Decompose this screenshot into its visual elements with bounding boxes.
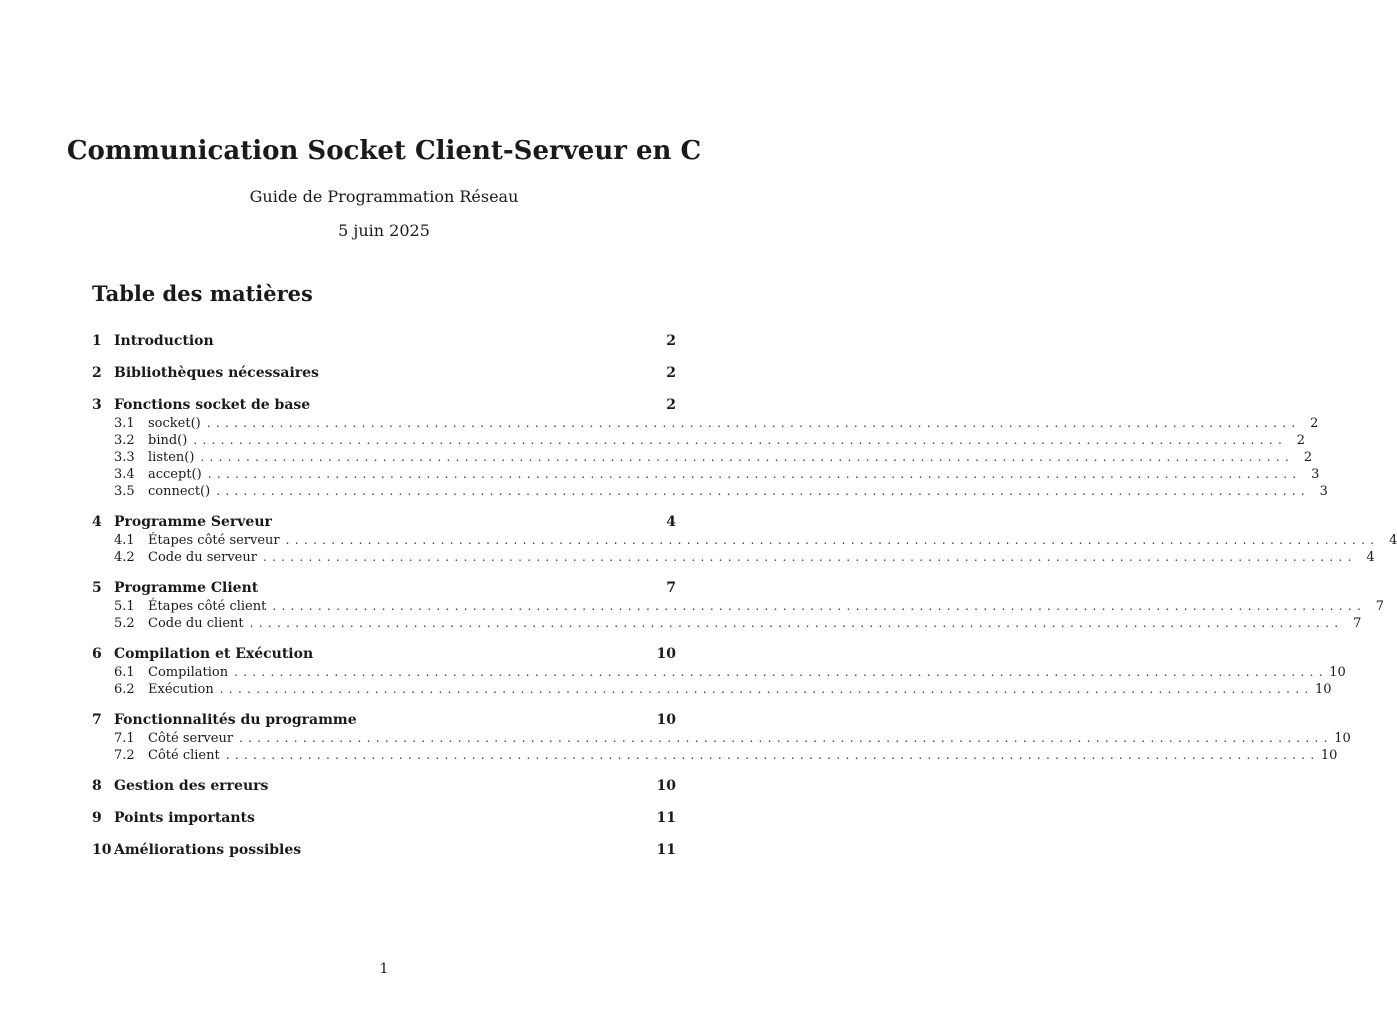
toc-subsection-number: 4.1	[114, 533, 135, 548]
toc-subsection-number: 5.1	[114, 599, 135, 614]
toc-subsection-title: connect()	[148, 484, 211, 499]
toc-section-number: 3	[92, 397, 102, 413]
toc-section	[92, 513, 1397, 566]
toc-section-entry[interactable]	[92, 364, 676, 383]
toc-subsection-entry[interactable]	[92, 449, 1313, 466]
toc-dot-leader: ........................................................................................................................	[219, 682, 1314, 696]
toc-subsection-entry[interactable]	[92, 664, 1346, 681]
toc-subsection-title: Exécution	[148, 682, 214, 697]
toc-subsection-page: 7	[1353, 616, 1362, 631]
toc-section	[92, 711, 1351, 764]
toc-subsection-entry[interactable]	[92, 532, 1397, 549]
toc-section-entry[interactable]	[92, 332, 676, 351]
toc-subsection-number: 5.2	[114, 616, 135, 631]
toc-heading: Table des matières	[92, 281, 313, 306]
toc-subsection-entry[interactable]	[92, 598, 1385, 615]
toc-section-page: 10	[656, 712, 676, 728]
toc-section-page: 4	[666, 514, 676, 530]
toc-dot-leader: ........................................................................................................................	[207, 467, 1302, 481]
toc-section	[92, 396, 1328, 500]
toc-section	[92, 645, 1346, 698]
toc-section-page: 11	[656, 810, 676, 826]
document-subtitle: Guide de Programmation Réseau	[249, 187, 519, 206]
toc-dot-leader: ........................................................................................................................	[239, 731, 1333, 745]
toc-section-title: Fonctions socket de base	[114, 397, 311, 413]
toc-subsection-title: Code du serveur	[148, 550, 257, 565]
toc-section-number: 4	[92, 514, 102, 530]
toc-subsection-page: 3	[1319, 484, 1328, 499]
toc-subsection-page: 10	[1334, 731, 1351, 746]
toc-section-title: Points importants	[114, 810, 255, 826]
toc-section-page: 10	[656, 646, 676, 662]
toc-section-page: 10	[656, 778, 676, 794]
toc-section-title: Introduction	[114, 333, 214, 349]
toc-section	[92, 809, 676, 828]
toc-subsection-entry[interactable]	[92, 549, 1375, 566]
toc-section-number: 9	[92, 810, 102, 826]
toc-subsection-entry[interactable]	[92, 415, 1319, 432]
toc-section-title: Améliorations possibles	[114, 842, 302, 858]
toc-subsection-number: 7.2	[114, 748, 135, 763]
toc-section-entry[interactable]	[92, 396, 676, 415]
toc-subsection-page: 7	[1375, 599, 1385, 614]
toc-subsection-number: 3.3	[114, 450, 135, 465]
toc-section-title: Fonctionnalités du programme	[114, 712, 357, 728]
toc-section-entry[interactable]	[92, 809, 676, 828]
toc-subsection-title: Code du client	[148, 616, 244, 631]
toc-section	[92, 777, 676, 796]
toc-section-title: Gestion des erreurs	[114, 778, 269, 794]
toc-section-page: 2	[666, 333, 676, 349]
toc-section-title: Compilation et Exécution	[114, 646, 314, 662]
toc-section-entry[interactable]	[92, 777, 676, 796]
toc-subsection-entry[interactable]	[92, 483, 1328, 500]
toc-section	[92, 841, 676, 860]
toc-dot-leader: ........................................................................................................................	[285, 533, 1380, 547]
toc-dot-leader: ........................................................................................................................	[206, 416, 1301, 430]
toc-subsection-page: 4	[1366, 550, 1375, 565]
toc-subsection-number: 3.5	[114, 484, 135, 499]
toc-subsection-page: 4	[1389, 533, 1397, 548]
toc-subsection-title: listen()	[148, 450, 195, 465]
toc-dot-leader: ........................................................................................................................	[262, 550, 1357, 564]
toc-section-title: Programme Serveur	[114, 514, 272, 530]
toc-subsection-number: 6.1	[114, 665, 135, 680]
document-title: Communication Socket Client-Serveur en C	[66, 136, 702, 166]
toc-dot-leader: ........................................................................................................................	[225, 748, 1320, 762]
toc-section-entry[interactable]	[92, 711, 676, 730]
toc-dot-leader: ........................................................................................................................	[216, 484, 1310, 498]
toc-subsection-number: 7.1	[114, 731, 135, 746]
toc-subsection-number: 3.1	[114, 416, 135, 431]
toc-subsection-title: socket()	[148, 416, 201, 431]
toc-section-number: 1	[92, 333, 102, 349]
toc-subsection-entry[interactable]	[92, 681, 1332, 698]
toc-subsection-entry[interactable]	[92, 432, 1306, 449]
toc-subsection-title: Étapes côté client	[148, 599, 267, 614]
toc-subsection-page: 2	[1296, 433, 1306, 448]
toc-subsection-page: 10	[1320, 748, 1338, 763]
toc-subsection-entry[interactable]	[92, 730, 1351, 747]
toc-section	[92, 332, 676, 351]
toc-section-title: Bibliothèques nécessaires	[114, 365, 319, 381]
toc-subsection-page: 10	[1314, 682, 1332, 697]
toc-subsection-title: Côté serveur	[148, 731, 234, 746]
toc-section-page: 2	[666, 397, 676, 413]
toc-dot-leader: ........................................................................................................................	[200, 450, 1295, 464]
toc-subsection-title: Compilation	[148, 665, 229, 680]
toc-subsection-entry[interactable]	[92, 615, 1362, 632]
page-number: 1	[379, 961, 389, 977]
toc-section-entry[interactable]	[92, 841, 676, 860]
toc-dot-leader: ........................................................................................................................	[249, 616, 1344, 630]
toc-subsection-title: bind()	[148, 433, 188, 448]
toc-section-entry[interactable]	[92, 579, 676, 598]
toc-subsection-entry[interactable]	[92, 747, 1338, 764]
toc-section-number: 2	[92, 365, 102, 381]
toc-dot-leader: ........................................................................................................................	[193, 433, 1288, 447]
toc-section-page: 11	[656, 842, 676, 858]
toc-subsection-page: 2	[1303, 450, 1313, 465]
toc-section	[92, 579, 1385, 632]
toc-section-number: 10	[92, 842, 112, 858]
toc-dot-leader: ........................................................................................................................	[272, 599, 1367, 613]
toc-subsection-page: 2	[1310, 416, 1319, 431]
toc-subsection-number: 4.2	[114, 550, 135, 565]
toc-section	[92, 364, 676, 383]
toc-section-number: 6	[92, 646, 102, 662]
toc-subsection-page: 10	[1329, 665, 1346, 680]
toc-section-number: 5	[92, 580, 102, 596]
toc-section-title: Programme Client	[114, 580, 259, 596]
toc-subsection-number: 3.2	[114, 433, 135, 448]
toc-section-entry[interactable]	[92, 513, 676, 532]
toc-section-number: 8	[92, 778, 102, 794]
toc-subsection-title: accept()	[148, 467, 202, 482]
toc-subsection-number: 3.4	[114, 467, 135, 482]
toc-subsection-entry[interactable]	[92, 466, 1320, 483]
toc-subsection-page: 3	[1311, 467, 1320, 482]
toc-dot-leader: ........................................................................................................................	[234, 665, 1328, 679]
document-date: 5 juin 2025	[338, 221, 430, 240]
toc-subsection-title: Côté client	[148, 748, 220, 763]
toc-section-page: 7	[666, 580, 676, 596]
table-of-contents	[92, 332, 1397, 873]
toc-section-number: 7	[92, 712, 102, 728]
toc-subsection-number: 6.2	[114, 682, 135, 697]
toc-section-entry[interactable]	[92, 645, 676, 664]
toc-section-page: 2	[666, 365, 676, 381]
toc-subsection-title: Étapes côté serveur	[148, 533, 280, 548]
